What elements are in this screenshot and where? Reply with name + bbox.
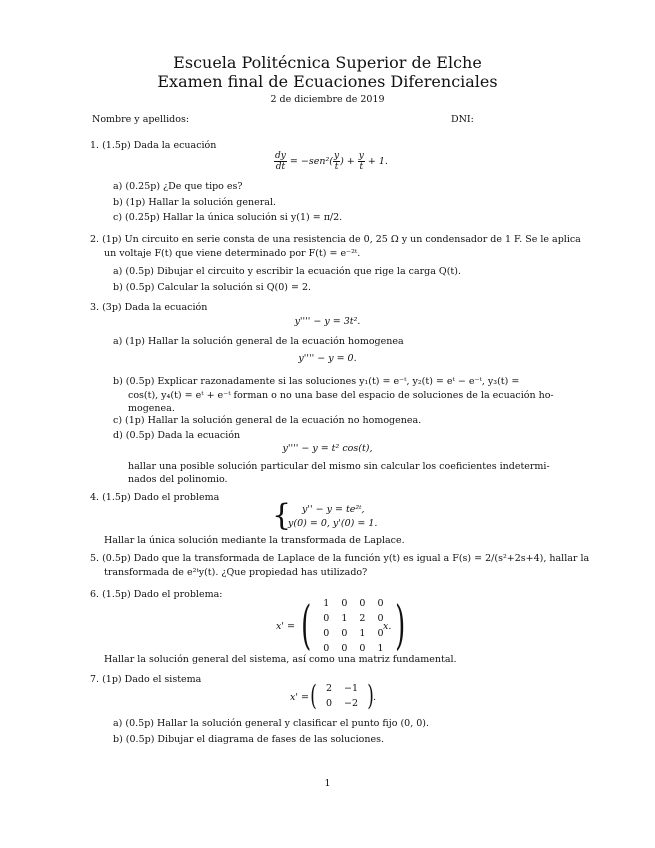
q6-matrix-row xyxy=(318,597,388,610)
q6-lhs: x' = xyxy=(276,621,295,632)
q6-matrix-row xyxy=(318,627,388,640)
q6-matrix-cell: 0 xyxy=(323,613,330,624)
q3-b-line1: b) (0.5p) Explicar razonadamente si las soluciones y₁(t) = e⁻ᵗ, y₂(t) = eᵗ − e⁻ᵗ, y₃(t) = xyxy=(113,376,520,387)
q6-intro: 6. (1.5p) Dado el problema: xyxy=(90,589,223,600)
q1-intro: 1. (1.5p) Dada la ecuación xyxy=(90,140,217,151)
q6-matrix-cell: 0 xyxy=(323,643,330,654)
q6-matrix-cell: 0 xyxy=(359,598,366,609)
q4-sys2: y(0) = 0, y'(0) = 1. xyxy=(288,518,378,529)
q6-matrix-row xyxy=(318,612,388,625)
q6-matrix-cell: 0 xyxy=(377,598,384,609)
q6-matrix-cell: 0 xyxy=(341,628,348,639)
q4-text: Hallar la única solución mediante la transformada de Laplace. xyxy=(104,535,405,546)
q1-b: b) (1p) Hallar la solución general. xyxy=(113,197,277,208)
q7-matrix-table xyxy=(319,680,365,712)
q1-equation: $\frac{dy}{dt}$ = −sen²( $\frac{y}{t}$ ) + $\frac{y}{t}$ + 1. xyxy=(275,151,388,172)
q7-lhs: x' = xyxy=(290,692,309,703)
q6-matrix-cell: 1 xyxy=(359,628,366,639)
q6-matrix-cell: 1 xyxy=(341,613,348,624)
dni-label: DNI: xyxy=(451,114,474,125)
school-title: Escuela Politécnica Superior de Elche xyxy=(173,53,482,72)
name-label: Nombre y apellidos: xyxy=(92,114,190,125)
q5-line1: 5. (0.5p) Dado que la transformada de Laplace de la función y(t) es igual a F(s) = 2/(s²+2s+4), hallar la xyxy=(90,553,590,564)
q6-matrix-table xyxy=(316,595,390,657)
q4-sys1: y'' − y = te²ᵗ, xyxy=(302,504,365,515)
q6-rhs: x. xyxy=(383,621,392,632)
q1-c: c) (0.25p) Hallar la única solución si y(1) = π/2. xyxy=(113,212,343,223)
q3-intro: 3. (3p) Dada la ecuación xyxy=(90,302,208,313)
q2-line2: un voltaje F(t) que viene determinado por F(t) = e⁻²ᵗ. xyxy=(104,248,361,259)
q3-c: c) (1p) Hallar la solución general de la ecuación no homogenea. xyxy=(113,415,422,426)
q4-brace: { xyxy=(272,498,292,533)
q3-b-line3: mogenea. xyxy=(128,403,175,414)
q7-matrix-cell: 0 xyxy=(325,698,332,709)
q4-intro: 4. (1.5p) Dado el problema xyxy=(90,492,220,503)
q3-d-equation: y'''' − y = t² cos(t), xyxy=(282,443,373,454)
q7-rhs: . xyxy=(373,692,377,703)
q7-matrix-cell: −1 xyxy=(343,683,358,694)
q6-matrix-cell: 0 xyxy=(377,628,384,639)
q7-matrix-cell: 2 xyxy=(325,683,332,694)
q7-matrix: ( 2 −1 0 −2 ) xyxy=(310,679,374,712)
q3-a: a) (1p) Hallar la solución general de la ecuación homogenea xyxy=(113,336,404,347)
q2-b: b) (0.5p) Calcular la solución si Q(0) = 2. xyxy=(113,282,312,293)
exam-title: Examen final de Ecuaciones Diferenciales xyxy=(157,72,498,91)
exam-date: 2 de diciembre de 2019 xyxy=(270,94,385,105)
q7-matrix-row xyxy=(321,697,363,710)
q6-text: Hallar la solución general del sistema, así como una matriz fundamental. xyxy=(104,654,457,665)
q3-a-equation: y'''' − y = 0. xyxy=(298,353,357,364)
q3-d-line2: nados del polinomio. xyxy=(128,474,228,485)
q7-matrix-row xyxy=(321,682,363,695)
q7-b: b) (0.5p) Dibujar el diagrama de fases de las soluciones. xyxy=(113,734,384,745)
q6-matrix-cell: 0 xyxy=(359,643,366,654)
q1-lhs-fraction: $\frac{dy}{dt}$ xyxy=(275,151,286,172)
q3-d-line1: hallar una posible solución particular del mismo sin calcular los coeficientes indetermi- xyxy=(128,461,550,472)
q6-matrix-cell: 0 xyxy=(377,613,384,624)
q3-d: d) (0.5p) Dada la ecuación xyxy=(113,430,241,441)
q7-a: a) (0.5p) Hallar la solución general y clasificar el punto fijo (0, 0). xyxy=(113,718,430,729)
q7-matrix-cell: −2 xyxy=(343,698,358,709)
q6-matrix-cell: 0 xyxy=(323,628,330,639)
q6-matrix-cell: 1 xyxy=(377,643,384,654)
q3-equation: y'''' − y = 3t². xyxy=(294,316,361,327)
q5-line2: transformada de e²ᵗy(t). ¿Que propiedad has utilizado? xyxy=(104,567,368,578)
q3-b-line2: cos(t), y₄(t) = eᵗ + e⁻ᵗ forman o no una base del espacio de soluciones de la ecuación ho- xyxy=(128,390,554,401)
q1-a: a) (0.25p) ¿De que tipo es? xyxy=(113,181,243,192)
q6-matrix-cell: 1 xyxy=(323,598,330,609)
page-number: 1 xyxy=(324,778,331,789)
q6-matrix-cell: 0 xyxy=(341,598,348,609)
q6-matrix: ( 1 0 0 0 0 1 2 0 0 0 1 0 0 0 0 1 ) xyxy=(301,596,406,656)
q6-matrix-cell: 2 xyxy=(359,613,366,624)
q6-matrix-cell: 0 xyxy=(341,643,348,654)
q2-line1: 2. (1p) Un circuito en serie consta de una resistencia de 0, 25 Ω y un condensador de 1 F. Se le aplica xyxy=(90,234,581,245)
q2-a: a) (0.5p) Dibujar el circuito y escribir la ecuación que rige la carga Q(t). xyxy=(113,266,461,277)
q7-intro: 7. (1p) Dado el sistema xyxy=(90,674,202,685)
